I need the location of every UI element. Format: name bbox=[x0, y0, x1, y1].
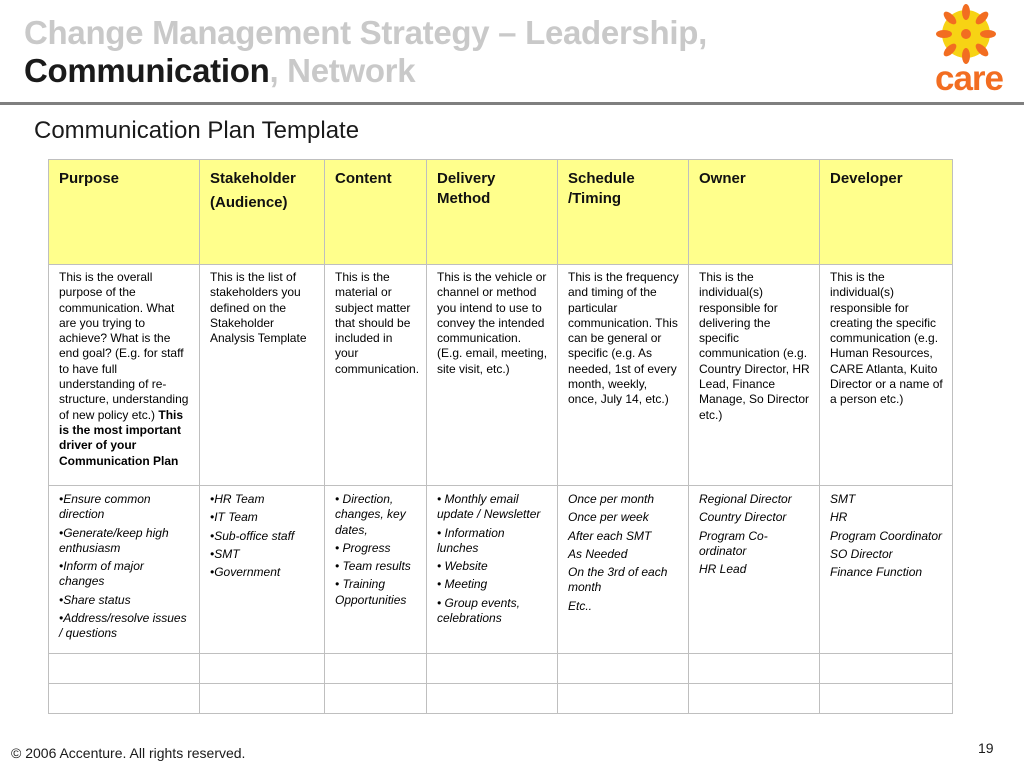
list-item: Finance Function bbox=[830, 565, 923, 580]
list-item: Regional Director bbox=[699, 492, 792, 506]
list-item: • Website bbox=[437, 559, 488, 574]
table-row-descriptions bbox=[49, 265, 953, 486]
empty-cell bbox=[325, 683, 427, 713]
list-item: As Needed bbox=[568, 546, 628, 561]
title-segment-strategy: Change Management Strategy – Leadership, bbox=[24, 14, 708, 51]
column-header-schedule: Schedule /Timing bbox=[558, 160, 689, 265]
communication-plan-table bbox=[48, 159, 953, 714]
stakeholder-examples bbox=[200, 486, 325, 654]
list-item: Once per week bbox=[568, 510, 649, 525]
stakeholder-description: This is the list of stakeholders you defined on the Stakeholder Analysis Template bbox=[200, 265, 325, 486]
list-item: • Meeting bbox=[437, 577, 488, 592]
content-examples bbox=[325, 486, 427, 654]
list-item: Etc.. bbox=[568, 598, 593, 613]
owner-examples bbox=[689, 486, 820, 654]
table-row-examples bbox=[49, 486, 953, 654]
list-item: • Direction, changes, key dates, bbox=[335, 492, 406, 537]
column-header-purpose: Purpose bbox=[49, 160, 200, 265]
list-item: • Information lunches bbox=[437, 525, 505, 555]
list-item: •SMT bbox=[210, 546, 240, 561]
list-item: Once per month bbox=[568, 492, 655, 506]
empty-cell bbox=[558, 683, 689, 713]
slide-title bbox=[24, 14, 707, 90]
empty-cell bbox=[820, 683, 953, 713]
empty-cell bbox=[427, 653, 558, 683]
purpose-description: This is the overall purpose of the communication. What are you trying to achieve? What is the end goal? (E.g. for staff to have full understanding of re-structure, understanding of new policy etc.) This is the most important driver of your Communication Plan bbox=[49, 265, 200, 486]
list-item: •Share status bbox=[59, 592, 131, 607]
list-item: Program Coordinator bbox=[830, 528, 943, 543]
list-item: SO Director bbox=[830, 546, 893, 561]
column-header-developer: Developer bbox=[820, 160, 953, 265]
empty-cell bbox=[200, 683, 325, 713]
list-item: • Training Opportunities bbox=[335, 577, 407, 607]
care-logo-wordmark: care bbox=[934, 59, 1004, 98]
empty-cell bbox=[325, 653, 427, 683]
slide-subtitle: Communication Plan Template bbox=[34, 117, 360, 144]
empty-cell bbox=[820, 653, 953, 683]
title-divider bbox=[0, 102, 1024, 105]
empty-cell bbox=[49, 683, 200, 713]
list-item: • Progress bbox=[335, 540, 391, 555]
list-item: •Inform of major changes bbox=[59, 559, 144, 589]
purpose-emphasis: This is the most important driver of your Communication Plan bbox=[59, 407, 184, 468]
list-item: • Monthly email update / Newsletter bbox=[437, 492, 541, 522]
list-item: •Address/resolve issues / questions bbox=[59, 611, 187, 641]
empty-cell bbox=[427, 683, 558, 713]
list-item: •HR Team bbox=[210, 492, 265, 506]
list-item: Country Director bbox=[699, 510, 787, 525]
empty-cell bbox=[689, 683, 820, 713]
column-header-owner: Owner bbox=[689, 160, 820, 265]
content-description: This is the material or subject matter that should be included in your communication. bbox=[325, 265, 427, 486]
page-number: 19 bbox=[978, 740, 994, 756]
owner-description: This is the individual(s) responsible for delivering the specific communication (e.g. Country Director, HR Lead, Finance Manage, So Director etc.) bbox=[689, 265, 820, 486]
empty-cell bbox=[200, 653, 325, 683]
delivery-description: This is the vehicle or channel or method you intend to use to convey the intended communication. (E.g. email, meeting, site visit, etc.) bbox=[427, 265, 558, 486]
developer-examples bbox=[820, 486, 953, 654]
title-segment-network: , Network bbox=[269, 52, 416, 89]
list-item: •Government bbox=[210, 565, 281, 580]
list-item: • Team results bbox=[335, 559, 411, 574]
table-row-empty bbox=[49, 683, 953, 713]
copyright-footer: © 2006 Accenture. All rights reserved. bbox=[11, 745, 246, 761]
empty-cell bbox=[689, 653, 820, 683]
table-header-row bbox=[49, 160, 953, 265]
list-item: HR Lead bbox=[699, 562, 747, 577]
column-header-content: Content bbox=[325, 160, 427, 265]
developer-description: This is the individual(s) responsible for creating the specific communication (e.g. Human Resources, CARE Atlanta, Kuito Director or a name of a person etc.) bbox=[820, 265, 953, 486]
list-item: On the 3rd of each month bbox=[568, 565, 668, 595]
delivery-examples bbox=[427, 486, 558, 654]
schedule-examples bbox=[558, 486, 689, 654]
table-row-empty bbox=[49, 653, 953, 683]
list-item: SMT bbox=[830, 492, 856, 506]
schedule-description: This is the frequency and timing of the particular communication. This can be general or specific (e.g. As needed, 1st of every month, weekly, once, July 14, etc.) bbox=[558, 265, 689, 486]
list-item: • Group events, celebrations bbox=[437, 595, 520, 626]
list-item: •Ensure common direction bbox=[59, 492, 151, 522]
column-header-delivery-method: Delivery Method bbox=[427, 160, 558, 265]
list-item: •IT Team bbox=[210, 510, 258, 525]
empty-cell bbox=[49, 653, 200, 683]
list-item: Program Co-ordinator bbox=[699, 528, 768, 558]
empty-cell bbox=[558, 653, 689, 683]
list-item: •Sub-office staff bbox=[210, 528, 295, 543]
list-item: After each SMT bbox=[568, 528, 652, 543]
column-header-stakeholder: Stakeholder (Audience) bbox=[200, 160, 325, 265]
purpose-examples bbox=[49, 486, 200, 654]
list-item: HR bbox=[830, 510, 848, 525]
list-item: •Generate/keep high enthusiasm bbox=[59, 525, 169, 555]
title-segment-communication: Communication bbox=[24, 52, 270, 89]
